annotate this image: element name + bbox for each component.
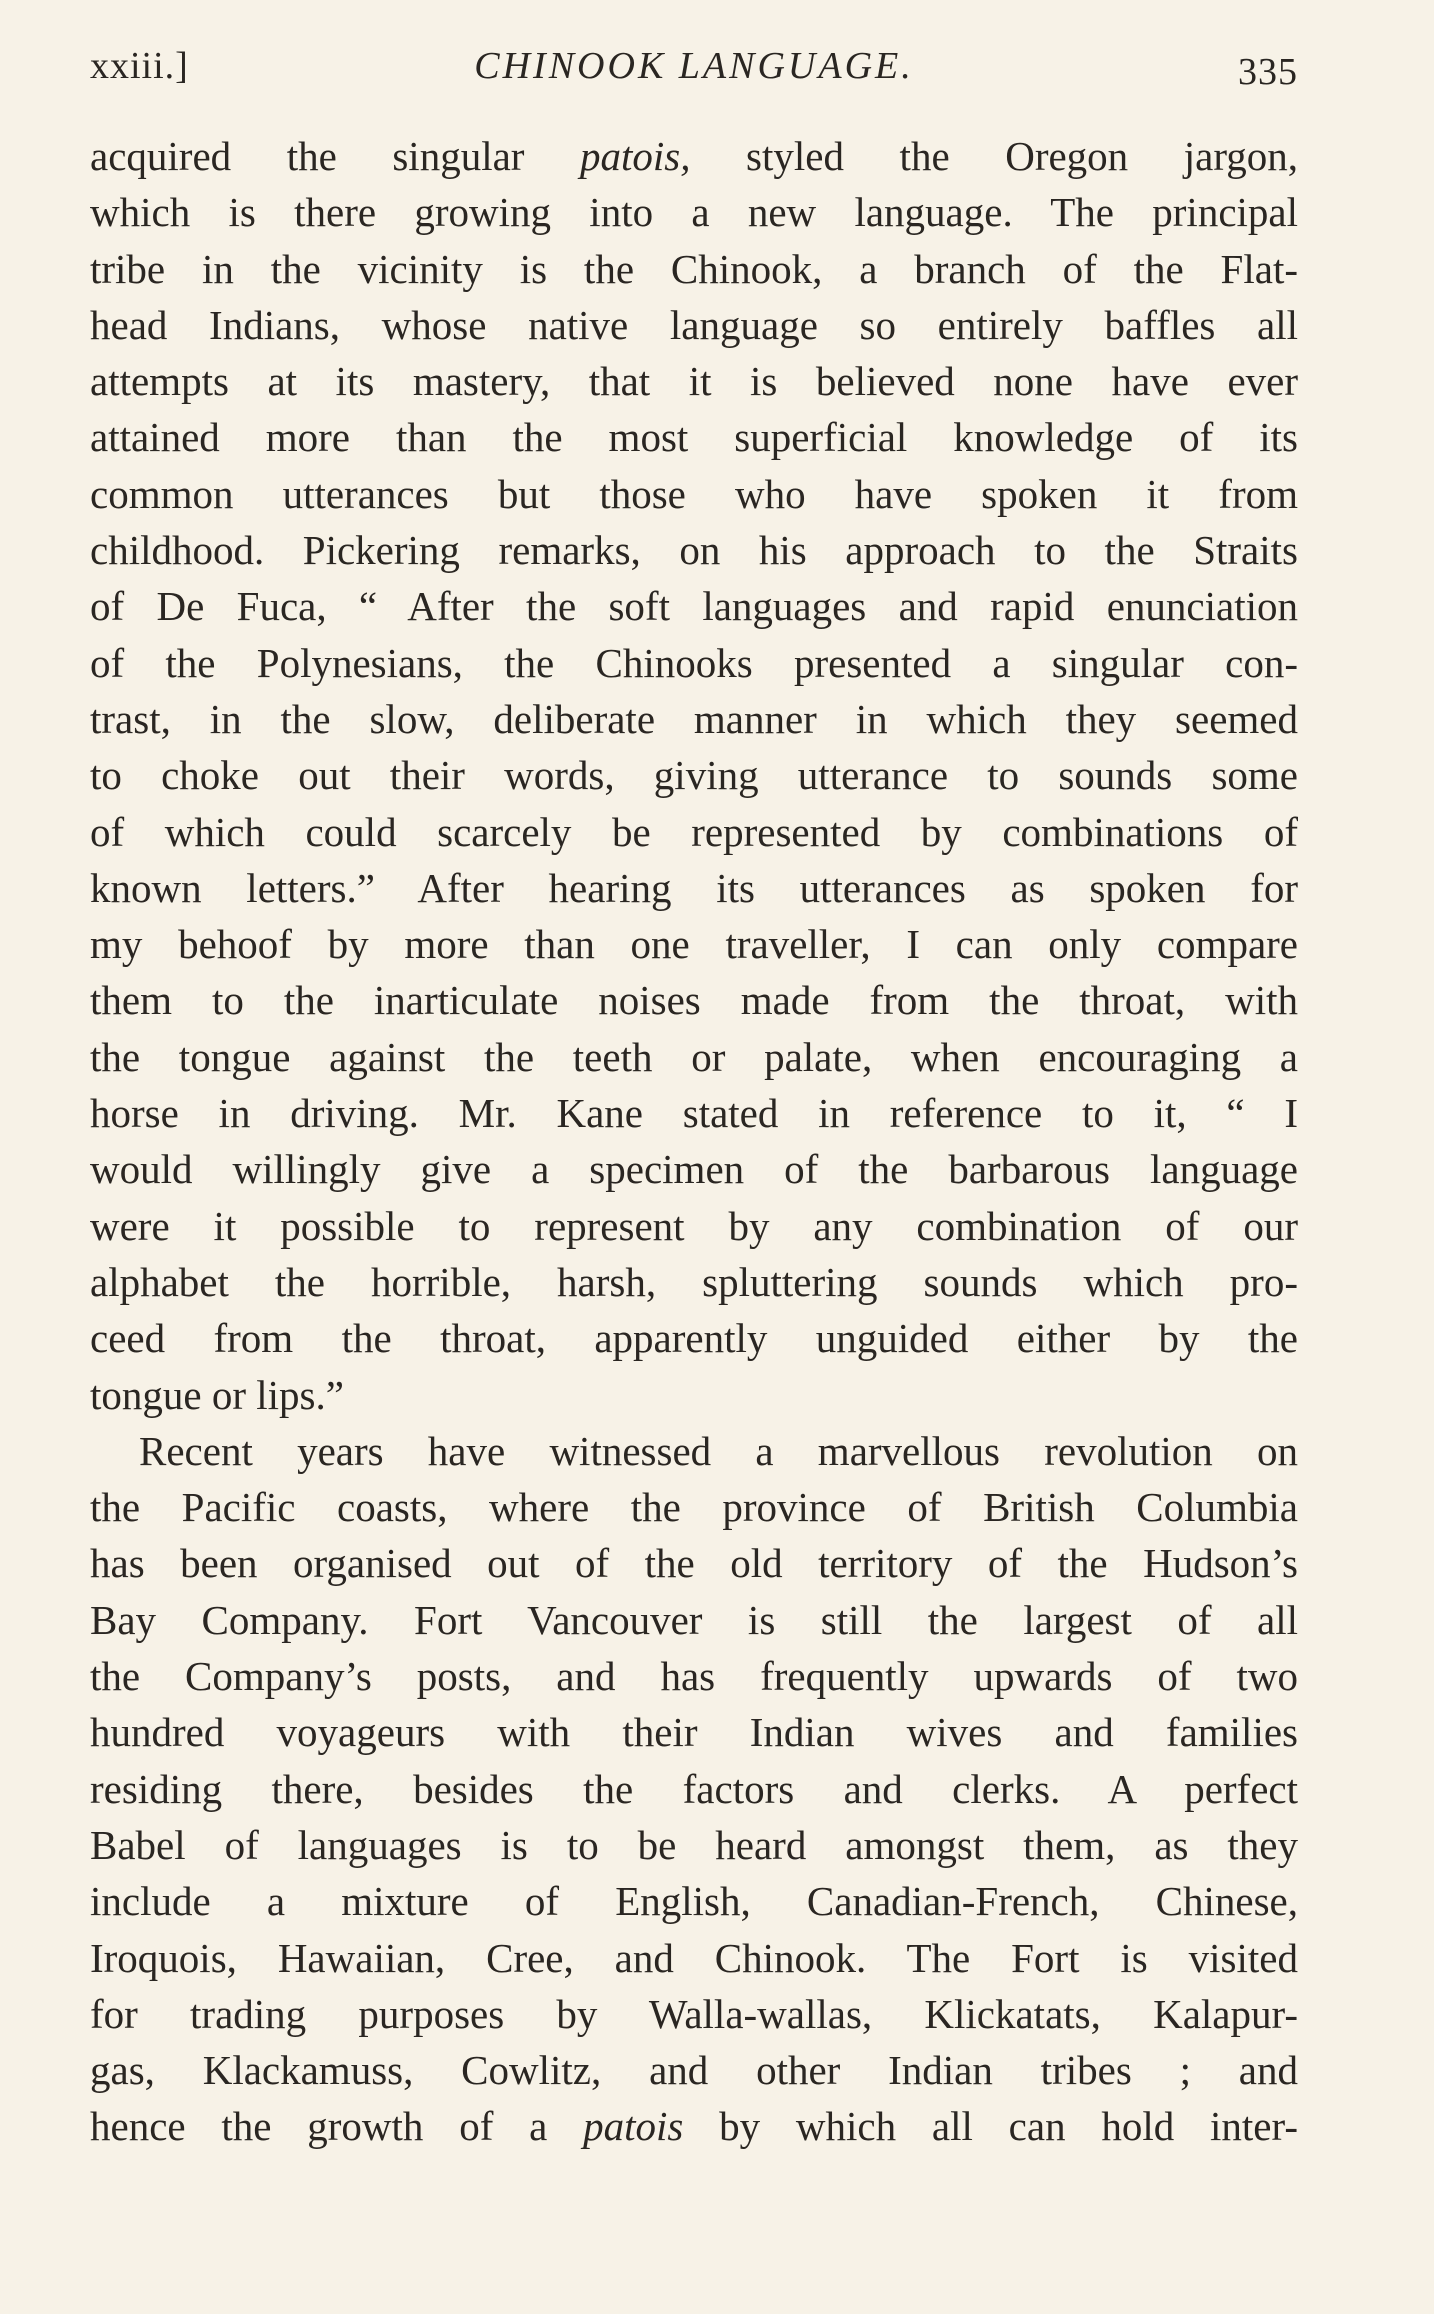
text-line: ceed from the throat, apparently unguided either by the — [90, 1315, 1298, 1362]
text-line: of which could scarcely be represented by combinations of — [90, 808, 1298, 855]
text-line: would willingly give a specimen of the barbarous language — [90, 1146, 1298, 1193]
text-line: attained more than the most superficial knowledge of its — [90, 414, 1298, 461]
text-line: my behoof by more than one traveller, I can only compare — [90, 921, 1298, 968]
text-line: include a mixture of English, Canadian-French, Chinese, — [90, 1878, 1298, 1925]
text-line: gas, Klackamuss, Cowlitz, and other Indian tribes ; and — [90, 2047, 1298, 2094]
paragraph-start-line: Recent years have witnessed a marvellous revolution on — [139, 1427, 1298, 1474]
text-line: attempts at its mastery, that it is believed none have ever — [90, 358, 1298, 405]
text-line: Bay Company. Fort Vancouver is still the largest of all — [90, 1596, 1298, 1643]
text-line: were it possible to represent by any combination of our — [90, 1202, 1298, 1249]
text-line: acquired the singular patois, styled the Oregon jargon, — [90, 133, 1298, 179]
text-line: hence the growth of a patois by which all can hold inter- — [90, 2103, 1298, 2150]
text-line: has been organised out of the old territory of the Hudson’s — [90, 1540, 1298, 1587]
text-line: residing there, besides the factors and clerks. A perfect — [90, 1765, 1298, 1812]
text-line: horse in driving. Mr. Kane stated in reference to it, “ I — [90, 1090, 1298, 1137]
text-line: childhood. Pickering remarks, on his approach to the Straits — [90, 527, 1298, 574]
italic-word: patois — [583, 2103, 684, 2150]
chapter-number: xxiii.] — [90, 45, 189, 87]
page-number: 335 — [1238, 51, 1298, 93]
text-line: known letters.” After hearing its utterances as spoken for — [90, 864, 1298, 911]
paragraph-end-line: tongue or lips.” — [90, 1371, 344, 1418]
text-line: the Pacific coasts, where the province of British Columbia — [90, 1484, 1298, 1531]
text-line: Babel of languages is to be heard amongst them, as they — [90, 1821, 1298, 1868]
running-title: CHINOOK LANGUAGE. — [474, 45, 914, 87]
running-head — [90, 44, 1298, 104]
text-line: to choke out their words, giving utterance to sounds some — [90, 752, 1298, 799]
text-line: Iroquois, Hawaiian, Cree, and Chinook. The Fort is visited — [90, 1934, 1298, 1981]
text-line: hundred voyageurs with their Indian wives and families — [90, 1709, 1298, 1756]
italic-word: patois, — [580, 133, 691, 179]
body-text — [90, 128, 1298, 2155]
text-line: alphabet the horrible, harsh, spluttering sounds which pro- — [90, 1258, 1298, 1305]
text-line: the Company’s posts, and has frequently upwards of two — [90, 1653, 1298, 1700]
text-line: tribe in the vicinity is the Chinook, a branch of the Flat- — [90, 245, 1298, 292]
text-line: common utterances but those who have spoken it from — [90, 470, 1298, 517]
text-line: which is there growing into a new language. The principal — [90, 189, 1298, 236]
text-line: for trading purposes by Walla-wallas, Klickatats, Kalapur- — [90, 1990, 1298, 2037]
text-line: head Indians, whose native language so entirely baffles all — [90, 301, 1298, 348]
text-line: trast, in the slow, deliberate manner in which they seemed — [90, 695, 1298, 742]
text-line: them to the inarticulate noises made from the throat, with — [90, 977, 1298, 1024]
text-line: of De Fuca, “ After the soft languages and rapid enunciation — [90, 583, 1298, 630]
text-line: the tongue against the teeth or palate, when encouraging a — [90, 1033, 1298, 1080]
text-line: of the Polynesians, the Chinooks presented a singular con- — [90, 639, 1298, 686]
